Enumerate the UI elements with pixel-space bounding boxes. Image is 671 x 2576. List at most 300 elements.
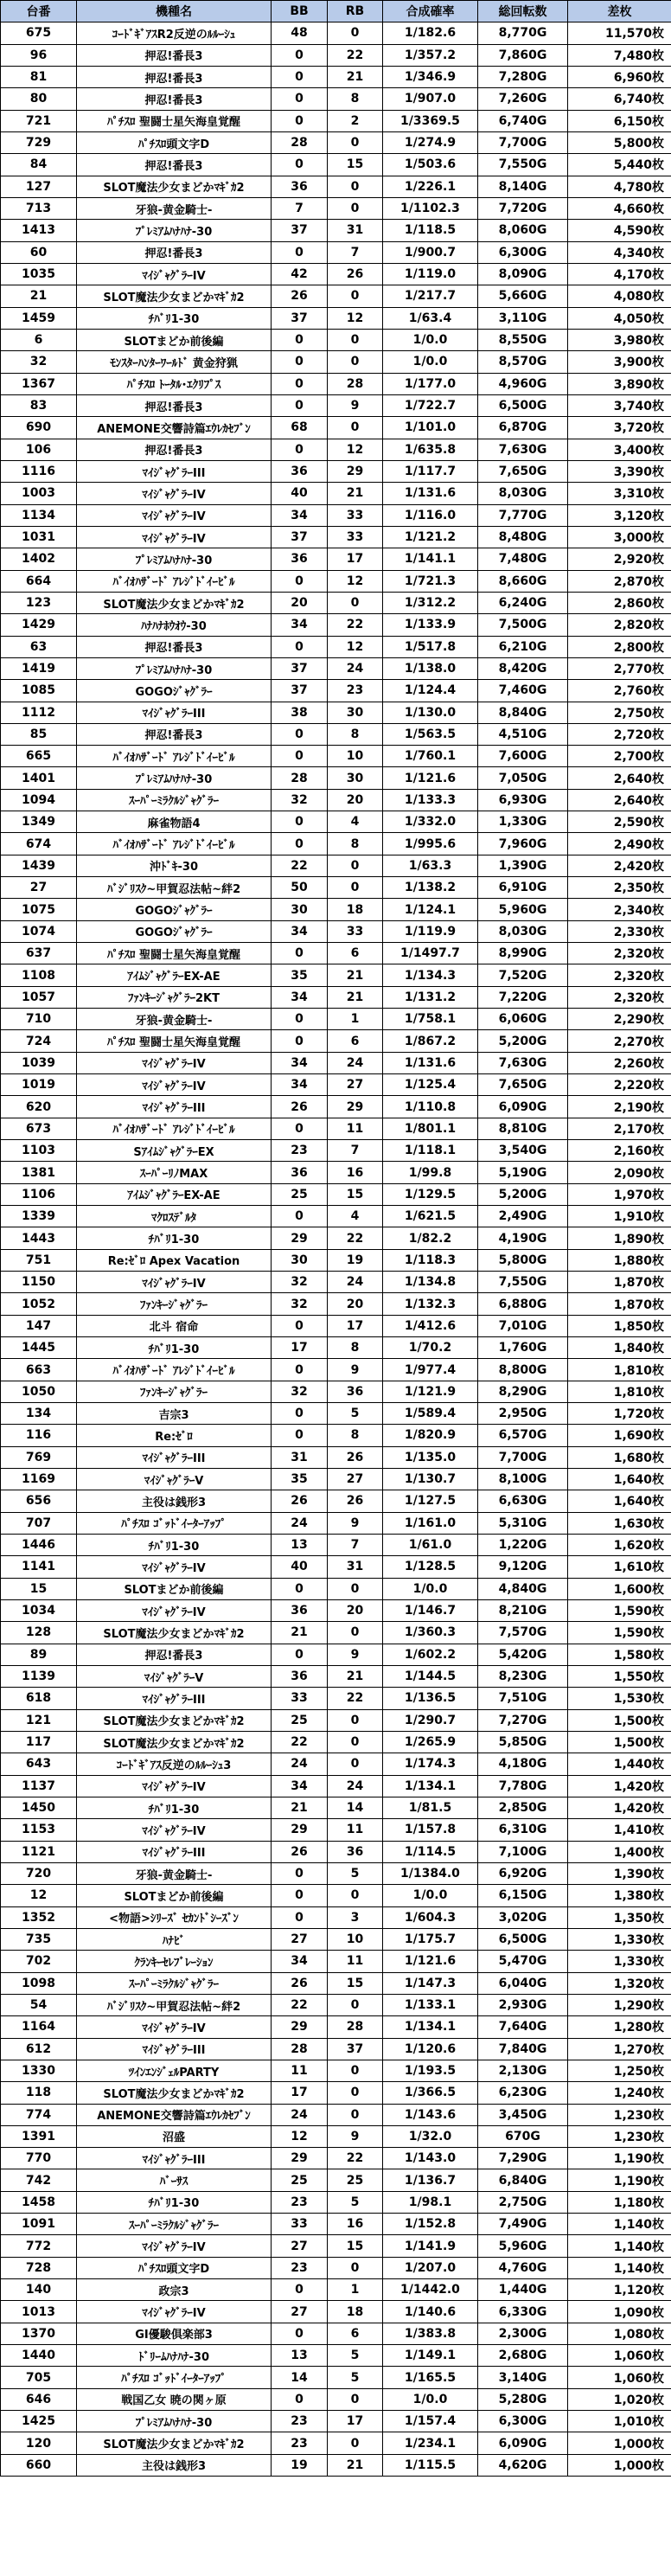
total-spins-cell: 6,090G bbox=[478, 1096, 568, 1118]
machine-name-cell: ﾌﾟﾚﾐｱﾑﾊﾅﾊﾅ-30 bbox=[77, 548, 272, 570]
coin-difference-cell: 3,720枚 bbox=[568, 417, 671, 439]
machine-number-cell: 620 bbox=[1, 1096, 77, 1118]
coin-difference-cell: 1,390枚 bbox=[568, 1862, 671, 1884]
combined-probability-cell: 1/134.1 bbox=[383, 2016, 478, 2038]
machine-number-cell: 720 bbox=[1, 1862, 77, 1884]
rb-count-cell: 0 bbox=[328, 176, 383, 197]
total-spins-cell: 7,600G bbox=[478, 746, 568, 767]
table-row bbox=[1, 220, 671, 241]
combined-probability-cell: 1/332.0 bbox=[383, 811, 478, 833]
combined-probability-cell: 1/147.3 bbox=[383, 1972, 478, 1994]
table-row bbox=[1, 1753, 671, 1775]
bb-count-cell: 0 bbox=[272, 1009, 328, 1030]
table-row bbox=[1, 1534, 671, 1555]
coin-difference-cell: 1,250枚 bbox=[568, 2060, 671, 2081]
machine-name-cell: ﾌﾟﾚﾐｱﾑﾊﾅﾊﾅ-30 bbox=[77, 657, 272, 679]
rb-count-cell: 26 bbox=[328, 1490, 383, 1512]
machine-name-cell: ｺｰﾄﾞｷﾞｱｽR2反逆のﾙﾙｰｼｭ bbox=[77, 22, 272, 44]
table-row bbox=[1, 1622, 671, 1644]
total-spins-cell: 7,490G bbox=[478, 2214, 568, 2235]
total-spins-cell: 6,880G bbox=[478, 1293, 568, 1315]
table-row bbox=[1, 504, 671, 526]
combined-probability-cell: 1/129.5 bbox=[383, 1183, 478, 1205]
table-row bbox=[1, 1972, 671, 1994]
table-row bbox=[1, 1862, 671, 1884]
table-row bbox=[1, 943, 671, 964]
machine-name-cell: 押忍!番長3 bbox=[77, 154, 272, 176]
bb-count-cell: 26 bbox=[272, 1096, 328, 1118]
total-spins-cell: 8,060G bbox=[478, 220, 568, 241]
machine-name-cell: SLOT魔法少女まどかﾏｷﾞｶ2 bbox=[77, 2432, 272, 2454]
machine-name-cell: 牙狼-黄金騎士- bbox=[77, 197, 272, 219]
combined-probability-cell: 1/32.0 bbox=[383, 2125, 478, 2147]
coin-difference-cell: 3,900枚 bbox=[568, 351, 671, 373]
machine-number-cell: 721 bbox=[1, 110, 77, 131]
table-row bbox=[1, 1074, 671, 1096]
table-row bbox=[1, 2411, 671, 2432]
rb-count-cell: 27 bbox=[328, 1074, 383, 1096]
bb-count-cell: 0 bbox=[272, 811, 328, 833]
table-row bbox=[1, 2279, 671, 2301]
machine-number-cell: 674 bbox=[1, 833, 77, 855]
coin-difference-cell: 1,640枚 bbox=[568, 1490, 671, 1512]
coin-difference-cell: 2,290枚 bbox=[568, 1009, 671, 1030]
rb-count-cell: 22 bbox=[328, 614, 383, 636]
machine-number-cell: 724 bbox=[1, 1030, 77, 1052]
machine-name-cell: ﾏｲｼﾞｬｸﾞﾗｰIV bbox=[77, 1819, 272, 1841]
coin-difference-cell: 1,400枚 bbox=[568, 1841, 671, 1862]
total-spins-cell: 6,300G bbox=[478, 241, 568, 263]
combined-probability-cell: 1/3369.5 bbox=[383, 110, 478, 131]
rb-count-cell: 9 bbox=[328, 1644, 383, 1665]
table-row bbox=[1, 1030, 671, 1052]
rb-count-cell: 0 bbox=[328, 2432, 383, 2454]
total-spins-cell: 1,390G bbox=[478, 855, 568, 876]
total-spins-cell: 8,230G bbox=[478, 1665, 568, 1687]
rb-count-cell: 6 bbox=[328, 943, 383, 964]
total-spins-cell: 8,800G bbox=[478, 1359, 568, 1381]
rb-count-cell: 12 bbox=[328, 570, 383, 592]
machine-number-cell: 84 bbox=[1, 154, 77, 176]
machine-name-cell: 牙狼-黄金騎士- bbox=[77, 1862, 272, 1884]
combined-probability-cell: 1/121.9 bbox=[383, 1381, 478, 1402]
combined-probability-cell: 1/177.0 bbox=[383, 373, 478, 394]
combined-probability-cell: 1/149.1 bbox=[383, 2345, 478, 2367]
rb-count-cell: 8 bbox=[328, 833, 383, 855]
combined-probability-cell: 1/0.0 bbox=[383, 1578, 478, 1599]
table-row bbox=[1, 2214, 671, 2235]
table-row bbox=[1, 110, 671, 131]
machine-name-cell: ﾏｲｼﾞｬｸﾞﾗｰIII bbox=[77, 1446, 272, 1468]
bb-count-cell: 7 bbox=[272, 197, 328, 219]
coin-difference-cell: 4,660枚 bbox=[568, 197, 671, 219]
coin-difference-cell: 2,090枚 bbox=[568, 1162, 671, 1183]
total-spins-cell: 8,480G bbox=[478, 526, 568, 548]
machine-number-cell: 1440 bbox=[1, 2345, 77, 2367]
table-row bbox=[1, 1272, 671, 1293]
total-spins-cell: 3,140G bbox=[478, 2367, 568, 2388]
coin-difference-cell: 1,190枚 bbox=[568, 2148, 671, 2169]
rb-count-cell: 37 bbox=[328, 2038, 383, 2060]
bb-count-cell: 0 bbox=[272, 329, 328, 350]
machine-name-cell: ｽｰﾊﾟｰﾘﾉMAX bbox=[77, 1162, 272, 1183]
total-spins-cell: 1,220G bbox=[478, 1534, 568, 1555]
coin-difference-cell: 2,760枚 bbox=[568, 680, 671, 702]
rb-count-cell: 10 bbox=[328, 1928, 383, 1950]
total-spins-cell: 6,920G bbox=[478, 1862, 568, 1884]
coin-difference-cell: 1,550枚 bbox=[568, 1665, 671, 1687]
machine-name-cell: ﾏｸﾛｽﾃﾞﾙﾀ bbox=[77, 1206, 272, 1227]
machine-number-cell: 1349 bbox=[1, 811, 77, 833]
bb-count-cell: 36 bbox=[272, 176, 328, 197]
bb-count-cell: 31 bbox=[272, 1446, 328, 1468]
coin-difference-cell: 2,420枚 bbox=[568, 855, 671, 876]
machine-name-cell: ﾁﾊﾞﾘ1-30 bbox=[77, 307, 272, 329]
header-total-spins: 総回転数 bbox=[478, 1, 568, 22]
machine-name-cell: ﾏｲｼﾞｬｸﾞﾗｰIV bbox=[77, 1556, 272, 1578]
table-row bbox=[1, 22, 671, 44]
coin-difference-cell: 2,350枚 bbox=[568, 877, 671, 899]
combined-probability-cell: 1/138.0 bbox=[383, 657, 478, 679]
coin-difference-cell: 1,290枚 bbox=[568, 1994, 671, 2015]
combined-probability-cell: 1/152.8 bbox=[383, 2214, 478, 2235]
machine-name-cell: 牙狼-黄金騎士- bbox=[77, 1009, 272, 1030]
coin-difference-cell: 1,410枚 bbox=[568, 1819, 671, 1841]
machine-name-cell: ﾓﾝｽﾀｰﾊﾝﾀｰﾜｰﾙﾄﾞ 黄金狩猟 bbox=[77, 351, 272, 373]
coin-difference-cell: 2,190枚 bbox=[568, 1096, 671, 1118]
machine-name-cell: ﾊﾞｰｻｽ bbox=[77, 2169, 272, 2191]
table-row bbox=[1, 329, 671, 350]
coin-difference-cell: 2,800枚 bbox=[568, 636, 671, 657]
bb-count-cell: 0 bbox=[272, 943, 328, 964]
table-row bbox=[1, 1490, 671, 1512]
combined-probability-cell: 1/134.1 bbox=[383, 1775, 478, 1797]
total-spins-cell: 2,680G bbox=[478, 2345, 568, 2367]
coin-difference-cell: 2,870枚 bbox=[568, 570, 671, 592]
coin-difference-cell: 2,700枚 bbox=[568, 746, 671, 767]
rb-count-cell: 21 bbox=[328, 1665, 383, 1687]
combined-probability-cell: 1/143.6 bbox=[383, 2104, 478, 2125]
machine-number-cell: 663 bbox=[1, 1359, 77, 1381]
rb-count-cell: 2 bbox=[328, 110, 383, 131]
rb-count-cell: 31 bbox=[328, 1556, 383, 1578]
coin-difference-cell: 1,640枚 bbox=[568, 1468, 671, 1490]
total-spins-cell: 7,480G bbox=[478, 548, 568, 570]
rb-count-cell: 15 bbox=[328, 1972, 383, 1994]
combined-probability-cell: 1/604.3 bbox=[383, 1906, 478, 1928]
table-row bbox=[1, 964, 671, 986]
machine-name-cell: ﾏｲｼﾞｬｸﾞﾗｰIII bbox=[77, 1096, 272, 1118]
total-spins-cell: 6,870G bbox=[478, 417, 568, 439]
table-row bbox=[1, 66, 671, 87]
coin-difference-cell: 1,850枚 bbox=[568, 1315, 671, 1336]
bb-count-cell: 48 bbox=[272, 22, 328, 44]
rb-count-cell: 22 bbox=[328, 1688, 383, 1709]
coin-difference-cell: 1,230枚 bbox=[568, 2104, 671, 2125]
machine-number-cell: 60 bbox=[1, 241, 77, 263]
rb-count-cell: 21 bbox=[328, 986, 383, 1008]
table-row bbox=[1, 2169, 671, 2191]
table-row bbox=[1, 1819, 671, 1841]
machine-number-cell: 769 bbox=[1, 1446, 77, 1468]
total-spins-cell: 4,190G bbox=[478, 1227, 568, 1249]
rb-count-cell: 0 bbox=[328, 592, 383, 613]
bb-count-cell: 23 bbox=[272, 2432, 328, 2454]
table-row bbox=[1, 1359, 671, 1381]
rb-count-cell: 22 bbox=[328, 44, 383, 66]
total-spins-cell: 2,490G bbox=[478, 1206, 568, 1227]
machine-name-cell: ﾁﾊﾞﾘ1-30 bbox=[77, 2191, 272, 2213]
rb-count-cell: 5 bbox=[328, 2345, 383, 2367]
total-spins-cell: 7,700G bbox=[478, 1446, 568, 1468]
total-spins-cell: 7,640G bbox=[478, 2016, 568, 2038]
total-spins-cell: 7,630G bbox=[478, 439, 568, 460]
coin-difference-cell: 2,160枚 bbox=[568, 1140, 671, 1162]
machine-name-cell: ﾊﾅﾋﾞ bbox=[77, 1928, 272, 1950]
machine-number-cell: 6 bbox=[1, 329, 77, 350]
combined-probability-cell: 1/70.2 bbox=[383, 1337, 478, 1359]
coin-difference-cell: 1,320枚 bbox=[568, 1972, 671, 1994]
bb-count-cell: 0 bbox=[272, 1906, 328, 1928]
combined-probability-cell: 1/63.3 bbox=[383, 855, 478, 876]
machine-name-cell: 主役は銭形3 bbox=[77, 1490, 272, 1512]
machine-number-cell: 1112 bbox=[1, 702, 77, 723]
total-spins-cell: 8,770G bbox=[478, 22, 568, 44]
coin-difference-cell: 1,720枚 bbox=[568, 1403, 671, 1425]
rb-count-cell: 4 bbox=[328, 1206, 383, 1227]
machine-number-cell: 729 bbox=[1, 131, 77, 153]
table-row bbox=[1, 1425, 671, 1446]
machine-number-cell: 643 bbox=[1, 1753, 77, 1775]
rb-count-cell: 20 bbox=[328, 1599, 383, 1621]
table-row bbox=[1, 548, 671, 570]
bb-count-cell: 40 bbox=[272, 483, 328, 504]
machine-name-cell: ﾂｲﾝｴﾝｼﾞｪﾙPARTY bbox=[77, 2060, 272, 2081]
combined-probability-cell: 1/1442.0 bbox=[383, 2279, 478, 2301]
rb-count-cell: 25 bbox=[328, 2169, 383, 2191]
rb-count-cell: 21 bbox=[328, 483, 383, 504]
coin-difference-cell: 2,340枚 bbox=[568, 899, 671, 920]
total-spins-cell: 8,100G bbox=[478, 1468, 568, 1490]
machine-name-cell: 押忍!番長3 bbox=[77, 88, 272, 110]
coin-difference-cell: 3,740枚 bbox=[568, 394, 671, 416]
rb-count-cell: 15 bbox=[328, 2235, 383, 2257]
table-row bbox=[1, 1468, 671, 1490]
bb-count-cell: 32 bbox=[272, 1293, 328, 1315]
machine-number-cell: 1450 bbox=[1, 1797, 77, 1818]
total-spins-cell: 4,180G bbox=[478, 1753, 568, 1775]
machine-name-cell: ｽｰﾊﾟｰﾐﾗｸﾙｼﾞｬｸﾞﾗｰ bbox=[77, 2214, 272, 2235]
bb-count-cell: 0 bbox=[272, 394, 328, 416]
machine-name-cell: 吉宗3 bbox=[77, 1403, 272, 1425]
machine-name-cell: SLOT魔法少女まどかﾏｷﾞｶ2 bbox=[77, 2082, 272, 2104]
combined-probability-cell: 1/290.7 bbox=[383, 1709, 478, 1731]
machine-name-cell: ﾊﾞｲｵﾊｻﾞｰﾄﾞ ｱﾚｼﾞﾄﾞｲｰﾋﾞﾙ bbox=[77, 570, 272, 592]
combined-probability-cell: 1/101.0 bbox=[383, 417, 478, 439]
total-spins-cell: 7,700G bbox=[478, 131, 568, 153]
machine-name-cell: ﾏｲｼﾞｬｸﾞﾗｰIV bbox=[77, 504, 272, 526]
rb-count-cell: 5 bbox=[328, 1403, 383, 1425]
machine-name-cell: ﾊﾟﾁｽﾛ 聖闘士星矢海皇覚醒 bbox=[77, 943, 272, 964]
combined-probability-cell: 1/360.3 bbox=[383, 1622, 478, 1644]
table-row bbox=[1, 2388, 671, 2410]
combined-probability-cell: 1/134.3 bbox=[383, 964, 478, 986]
combined-probability-cell: 1/119.9 bbox=[383, 920, 478, 942]
total-spins-cell: 2,130G bbox=[478, 2060, 568, 2081]
table-row bbox=[1, 263, 671, 285]
machine-number-cell: 1413 bbox=[1, 220, 77, 241]
machine-number-cell: 1116 bbox=[1, 460, 77, 482]
machine-number-cell: 1352 bbox=[1, 1906, 77, 1928]
machine-number-cell: 1031 bbox=[1, 526, 77, 548]
bb-count-cell: 26 bbox=[272, 1490, 328, 1512]
combined-probability-cell: 1/760.1 bbox=[383, 746, 478, 767]
machine-number-cell: 1446 bbox=[1, 1534, 77, 1555]
combined-probability-cell: 1/346.9 bbox=[383, 66, 478, 87]
machine-name-cell: 押忍!番長3 bbox=[77, 66, 272, 87]
coin-difference-cell: 1,330枚 bbox=[568, 1928, 671, 1950]
total-spins-cell: 7,960G bbox=[478, 833, 568, 855]
coin-difference-cell: 1,590枚 bbox=[568, 1622, 671, 1644]
total-spins-cell: 7,220G bbox=[478, 986, 568, 1008]
total-spins-cell: 5,200G bbox=[478, 1030, 568, 1052]
table-row bbox=[1, 2301, 671, 2323]
combined-probability-cell: 1/1384.0 bbox=[383, 1862, 478, 1884]
total-spins-cell: 8,290G bbox=[478, 1381, 568, 1402]
total-spins-cell: 6,330G bbox=[478, 2301, 568, 2323]
machine-name-cell: ﾏｲｼﾞｬｸﾞﾗｰIV bbox=[77, 483, 272, 504]
bb-count-cell: 0 bbox=[272, 1206, 328, 1227]
rb-count-cell: 27 bbox=[328, 1468, 383, 1490]
bb-count-cell: 0 bbox=[272, 1315, 328, 1336]
bb-count-cell: 0 bbox=[272, 439, 328, 460]
machine-name-cell: ｽｰﾊﾟｰﾐﾗｸﾙｼﾞｬｸﾞﾗｰ bbox=[77, 1972, 272, 1994]
total-spins-cell: 6,930G bbox=[478, 789, 568, 811]
rb-count-cell: 3 bbox=[328, 1906, 383, 1928]
machine-name-cell: ﾏｲｼﾞｬｸﾞﾗｰV bbox=[77, 1468, 272, 1490]
coin-difference-cell: 2,270枚 bbox=[568, 1030, 671, 1052]
machine-name-cell: ﾁﾊﾞﾘ1-30 bbox=[77, 1337, 272, 1359]
combined-probability-cell: 1/99.8 bbox=[383, 1162, 478, 1183]
total-spins-cell: 8,570G bbox=[478, 351, 568, 373]
combined-probability-cell: 1/722.7 bbox=[383, 394, 478, 416]
table-row bbox=[1, 1885, 671, 1906]
machine-name-cell: 戦国乙女 暁の関ヶ原 bbox=[77, 2388, 272, 2410]
coin-difference-cell: 5,800枚 bbox=[568, 131, 671, 153]
machine-name-cell: ﾊﾞｼﾞﾘｽｸ~甲賀忍法帖~絆2 bbox=[77, 877, 272, 899]
table-row bbox=[1, 1841, 671, 1862]
rb-count-cell: 28 bbox=[328, 2016, 383, 2038]
total-spins-cell: 7,570G bbox=[478, 1622, 568, 1644]
coin-difference-cell: 2,490枚 bbox=[568, 833, 671, 855]
bb-count-cell: 0 bbox=[272, 373, 328, 394]
combined-probability-cell: 1/801.1 bbox=[383, 1118, 478, 1139]
bb-count-cell: 0 bbox=[272, 1885, 328, 1906]
machine-number-cell: 96 bbox=[1, 44, 77, 66]
combined-probability-cell: 1/867.2 bbox=[383, 1030, 478, 1052]
total-spins-cell: 4,510G bbox=[478, 723, 568, 745]
machine-number-cell: 1052 bbox=[1, 1293, 77, 1315]
machine-number-cell: 1443 bbox=[1, 1227, 77, 1249]
total-spins-cell: 670G bbox=[478, 2125, 568, 2147]
table-row bbox=[1, 1118, 671, 1139]
table-row bbox=[1, 746, 671, 767]
combined-probability-cell: 1/217.7 bbox=[383, 285, 478, 307]
rb-count-cell: 6 bbox=[328, 1030, 383, 1052]
coin-difference-cell: 1,600枚 bbox=[568, 1578, 671, 1599]
total-spins-cell: 6,840G bbox=[478, 2169, 568, 2191]
table-row bbox=[1, 483, 671, 504]
header-rb: RB bbox=[328, 1, 383, 22]
coin-difference-cell: 1,620枚 bbox=[568, 1534, 671, 1555]
bb-count-cell: 27 bbox=[272, 2301, 328, 2323]
machine-number-cell: 728 bbox=[1, 2257, 77, 2278]
total-spins-cell: 8,030G bbox=[478, 483, 568, 504]
combined-probability-cell: 1/412.6 bbox=[383, 1315, 478, 1336]
combined-probability-cell: 1/977.4 bbox=[383, 1359, 478, 1381]
bb-count-cell: 13 bbox=[272, 2345, 328, 2367]
rb-count-cell: 18 bbox=[328, 2301, 383, 2323]
bb-count-cell: 0 bbox=[272, 636, 328, 657]
machine-name-cell: 政宗3 bbox=[77, 2279, 272, 2301]
rb-count-cell: 29 bbox=[328, 460, 383, 482]
machine-name-cell: ANEMONE交響詩篇ｴｳﾚｶｾﾌﾞﾝ bbox=[77, 2104, 272, 2125]
machine-name-cell: GOGOｼﾞｬｸﾞﾗｰ bbox=[77, 920, 272, 942]
combined-probability-cell: 1/110.8 bbox=[383, 1096, 478, 1118]
rb-count-cell: 23 bbox=[328, 680, 383, 702]
bb-count-cell: 34 bbox=[272, 920, 328, 942]
combined-probability-cell: 1/82.2 bbox=[383, 1227, 478, 1249]
machine-name-cell: ﾏｲｼﾞｬｸﾞﾗｰIV bbox=[77, 2301, 272, 2323]
combined-probability-cell: 1/182.6 bbox=[383, 22, 478, 44]
machine-number-cell: 1164 bbox=[1, 2016, 77, 2038]
total-spins-cell: 7,860G bbox=[478, 44, 568, 66]
bb-count-cell: 0 bbox=[272, 1359, 328, 1381]
table-row bbox=[1, 2060, 671, 2081]
total-spins-cell: 7,520G bbox=[478, 964, 568, 986]
coin-difference-cell: 3,310枚 bbox=[568, 483, 671, 504]
machine-number-cell: 702 bbox=[1, 1951, 77, 1972]
coin-difference-cell: 3,890枚 bbox=[568, 373, 671, 394]
table-row bbox=[1, 899, 671, 920]
machine-name-cell: ﾏｲｼﾞｬｸﾞﾗｰIV bbox=[77, 2016, 272, 2038]
bb-count-cell: 37 bbox=[272, 307, 328, 329]
table-row bbox=[1, 2323, 671, 2344]
coin-difference-cell: 1,350枚 bbox=[568, 1906, 671, 1928]
combined-probability-cell: 1/0.0 bbox=[383, 351, 478, 373]
bb-count-cell: 28 bbox=[272, 131, 328, 153]
rb-count-cell: 10 bbox=[328, 746, 383, 767]
coin-difference-cell: 2,770枚 bbox=[568, 657, 671, 679]
table-row bbox=[1, 88, 671, 110]
combined-probability-cell: 1/1102.3 bbox=[383, 197, 478, 219]
combined-probability-cell: 1/226.1 bbox=[383, 176, 478, 197]
bb-count-cell: 36 bbox=[272, 1599, 328, 1621]
header-bb: BB bbox=[272, 1, 328, 22]
rb-count-cell: 6 bbox=[328, 2323, 383, 2344]
machine-number-cell: 1401 bbox=[1, 767, 77, 789]
machine-number-cell: 1150 bbox=[1, 1272, 77, 1293]
bb-count-cell: 38 bbox=[272, 702, 328, 723]
machine-number-cell: 1108 bbox=[1, 964, 77, 986]
machine-number-cell: 1439 bbox=[1, 855, 77, 876]
rb-count-cell: 7 bbox=[328, 1140, 383, 1162]
bb-count-cell: 32 bbox=[272, 789, 328, 811]
total-spins-cell: 3,020G bbox=[478, 1906, 568, 1928]
total-spins-cell: 6,630G bbox=[478, 1490, 568, 1512]
combined-probability-cell: 1/120.6 bbox=[383, 2038, 478, 2060]
total-spins-cell: 2,930G bbox=[478, 1994, 568, 2015]
